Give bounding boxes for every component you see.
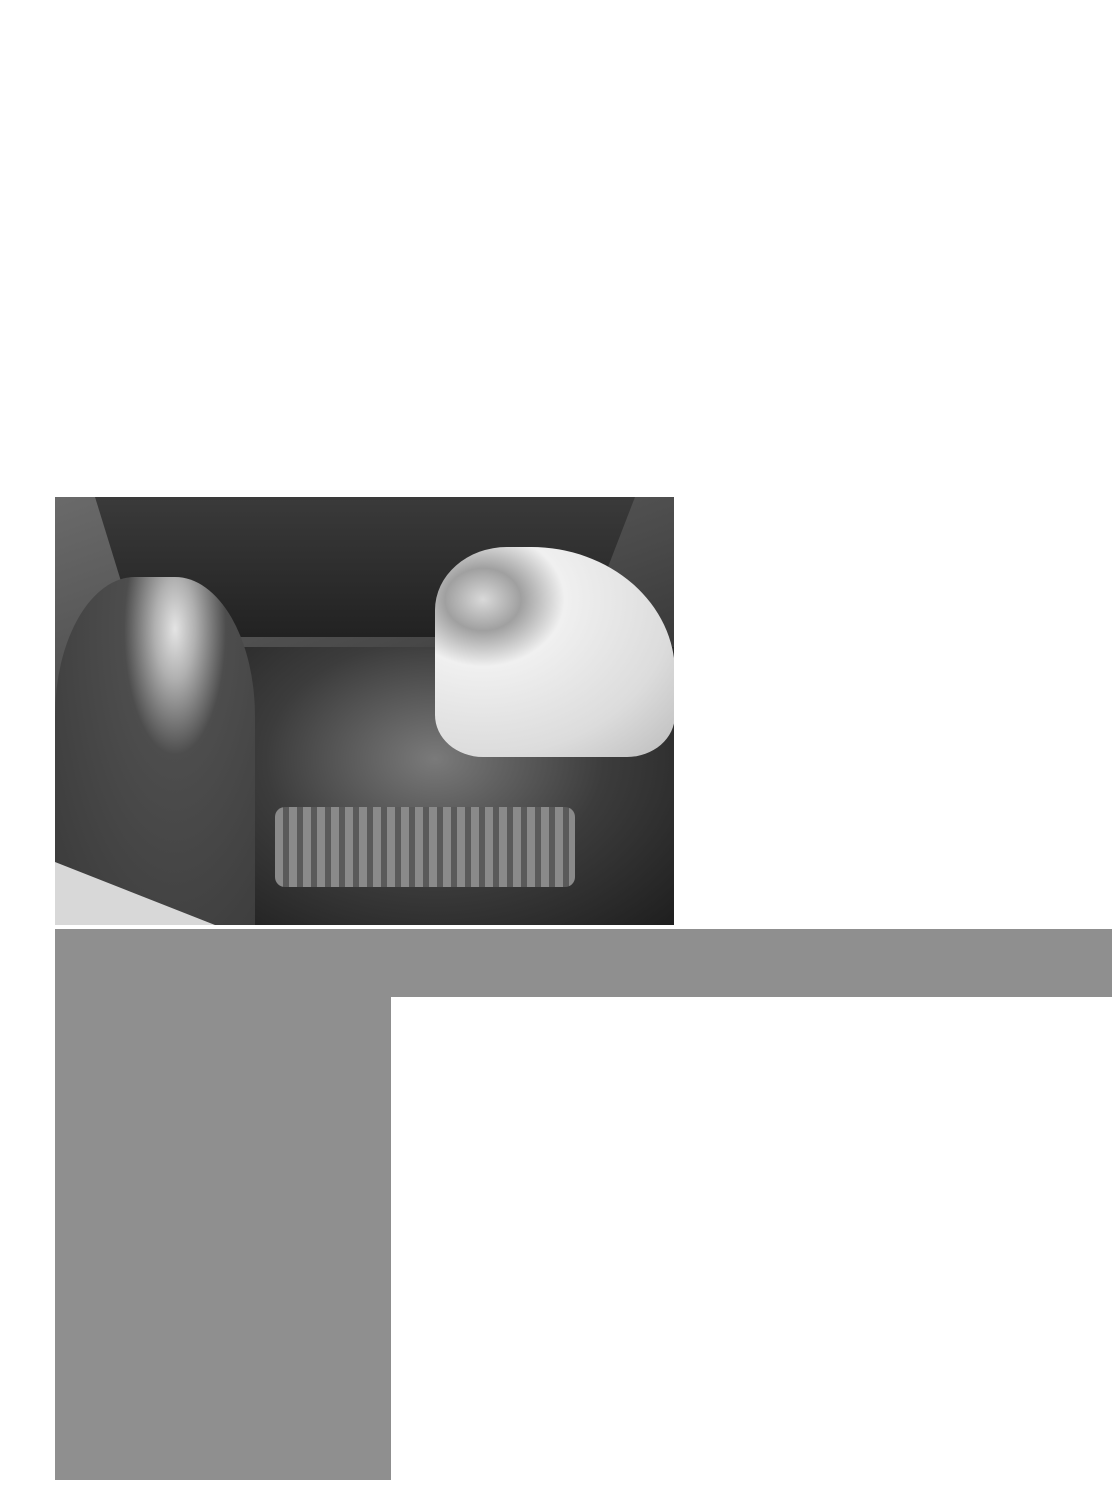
student-figure bbox=[55, 577, 255, 925]
auto-shop-photo bbox=[55, 497, 674, 925]
teacher-figure bbox=[435, 547, 674, 757]
section-banner bbox=[55, 929, 1112, 997]
air-cleaner bbox=[275, 807, 575, 887]
name-panel bbox=[55, 997, 391, 1480]
